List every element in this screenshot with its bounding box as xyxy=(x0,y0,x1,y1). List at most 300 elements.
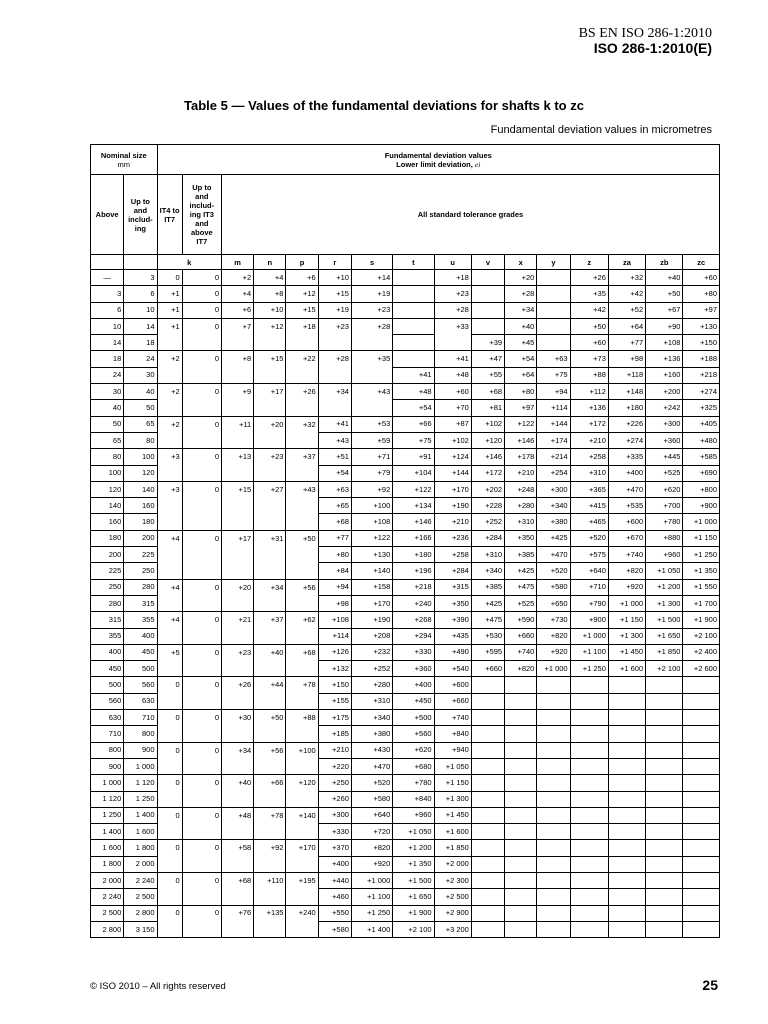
cell-n xyxy=(254,726,286,742)
cell-zb: +1 300 xyxy=(646,595,683,611)
cell-za xyxy=(608,742,645,758)
cell-y xyxy=(537,270,570,286)
cell-v: +284 xyxy=(471,530,504,546)
cell-s: +140 xyxy=(351,563,392,579)
letter-t: t xyxy=(393,255,434,270)
cell-za xyxy=(608,840,645,856)
letter-p: p xyxy=(286,255,318,270)
cell-k2: 0 xyxy=(182,286,221,302)
cell-u: 900 xyxy=(124,742,157,758)
cell-x: +34 xyxy=(505,302,537,318)
cell-uu: +18 xyxy=(434,270,471,286)
cell-k1 xyxy=(157,758,182,774)
cell-k1 xyxy=(157,498,182,514)
cell-zc xyxy=(683,840,720,856)
cell-zc xyxy=(683,889,720,905)
cell-k2 xyxy=(182,856,221,872)
cell-k1: 0 xyxy=(157,677,182,693)
letter-u: u xyxy=(434,255,471,270)
cell-t xyxy=(393,335,434,351)
cell-r: +34 xyxy=(318,384,351,400)
cell-u: 280 xyxy=(124,579,157,595)
cell-r: +440 xyxy=(318,872,351,888)
cell-p: +22 xyxy=(286,351,318,367)
cell-m: +58 xyxy=(222,840,254,856)
cell-k1: 0 xyxy=(157,840,182,856)
cell-t: +560 xyxy=(393,726,434,742)
table-row xyxy=(91,595,720,611)
cell-y xyxy=(537,677,570,693)
up-to-header: Up to and includ-ing xyxy=(124,175,157,255)
cell-zb: +1 500 xyxy=(646,612,683,628)
cell-k2: 0 xyxy=(182,302,221,318)
table-row xyxy=(91,758,720,774)
cell-zc xyxy=(683,726,720,742)
cell-a: 315 xyxy=(91,612,124,628)
cell-s: +53 xyxy=(351,416,392,432)
cell-y xyxy=(537,318,570,334)
cell-uu: +1 150 xyxy=(434,775,471,791)
cell-u: 1 000 xyxy=(124,758,157,774)
cell-a: 18 xyxy=(91,351,124,367)
cell-n xyxy=(254,400,286,416)
cell-z: +575 xyxy=(570,547,608,563)
letter-zb: zb xyxy=(646,255,683,270)
cell-a: 1 600 xyxy=(91,840,124,856)
cell-zb xyxy=(646,807,683,823)
cell-y xyxy=(537,921,570,937)
cell-r xyxy=(318,367,351,383)
cell-za: +600 xyxy=(608,514,645,530)
cell-t: +1 650 xyxy=(393,889,434,905)
cell-u: 315 xyxy=(124,595,157,611)
cell-z: +1 100 xyxy=(570,644,608,660)
table-row xyxy=(91,726,720,742)
cell-u: 80 xyxy=(124,432,157,448)
cell-a: 710 xyxy=(91,726,124,742)
cell-n: +12 xyxy=(254,318,286,334)
cell-s xyxy=(351,367,392,383)
cell-t: +330 xyxy=(393,644,434,660)
cell-s: +1 000 xyxy=(351,872,392,888)
cell-a: 65 xyxy=(91,432,124,448)
cell-k1: +2 xyxy=(157,416,182,432)
cell-k1: +4 xyxy=(157,612,182,628)
cell-za: +148 xyxy=(608,384,645,400)
cell-za xyxy=(608,905,645,921)
cell-p: +12 xyxy=(286,286,318,302)
cell-t xyxy=(393,302,434,318)
cell-x xyxy=(505,710,537,726)
cell-zc: +1 700 xyxy=(683,595,720,611)
cell-t: +134 xyxy=(393,498,434,514)
cell-uu: +23 xyxy=(434,286,471,302)
cell-n xyxy=(254,514,286,530)
cell-uu: +124 xyxy=(434,449,471,465)
cell-x xyxy=(505,758,537,774)
cell-k2: 0 xyxy=(182,807,221,823)
cell-v xyxy=(471,710,504,726)
cell-k2 xyxy=(182,758,221,774)
cell-zc xyxy=(683,872,720,888)
cell-v xyxy=(471,791,504,807)
cell-zc xyxy=(683,824,720,840)
cell-m: +68 xyxy=(222,872,254,888)
cell-x xyxy=(505,889,537,905)
cell-zc: +585 xyxy=(683,449,720,465)
cell-uu: +2 000 xyxy=(434,856,471,872)
cell-u: 200 xyxy=(124,530,157,546)
iso-code: ISO 286-1:2010(E) xyxy=(593,40,712,56)
page-number: 25 xyxy=(702,977,718,993)
cell-m xyxy=(222,400,254,416)
cell-a: 355 xyxy=(91,628,124,644)
cell-r: +250 xyxy=(318,775,351,791)
cell-v: +595 xyxy=(471,644,504,660)
cell-x xyxy=(505,693,537,709)
cell-u: 2 500 xyxy=(124,889,157,905)
cell-zb: +67 xyxy=(646,302,683,318)
cell-z: +26 xyxy=(570,270,608,286)
cell-u: 2 000 xyxy=(124,856,157,872)
cell-k2 xyxy=(182,661,221,677)
cell-r: +300 xyxy=(318,807,351,823)
cell-uu: +41 xyxy=(434,351,471,367)
cell-m xyxy=(222,547,254,563)
cell-v xyxy=(471,286,504,302)
cell-y xyxy=(537,905,570,921)
cell-k1: 0 xyxy=(157,905,182,921)
cell-k2: 0 xyxy=(182,481,221,497)
cell-k2 xyxy=(182,628,221,644)
cell-k1 xyxy=(157,465,182,481)
cell-za: +42 xyxy=(608,286,645,302)
cell-zb xyxy=(646,710,683,726)
cell-s: +920 xyxy=(351,856,392,872)
cell-s: +14 xyxy=(351,270,392,286)
cell-n: +78 xyxy=(254,807,286,823)
cell-m xyxy=(222,921,254,937)
cell-k1: +4 xyxy=(157,579,182,595)
cell-y: +254 xyxy=(537,465,570,481)
cell-uu: +1 450 xyxy=(434,807,471,823)
cell-a: 140 xyxy=(91,498,124,514)
cell-r: +132 xyxy=(318,661,351,677)
cell-k1 xyxy=(157,400,182,416)
cell-k1 xyxy=(157,856,182,872)
cell-y xyxy=(537,693,570,709)
table-row xyxy=(91,644,720,660)
cell-v: +340 xyxy=(471,563,504,579)
cell-x: +178 xyxy=(505,449,537,465)
cell-k1: +3 xyxy=(157,449,182,465)
cell-uu: +102 xyxy=(434,432,471,448)
cell-p xyxy=(286,693,318,709)
cell-r: +80 xyxy=(318,547,351,563)
cell-k2: 0 xyxy=(182,530,221,546)
cell-k1 xyxy=(157,726,182,742)
cell-z: +112 xyxy=(570,384,608,400)
cell-z: +172 xyxy=(570,416,608,432)
cell-uu: +2 900 xyxy=(434,905,471,921)
cell-t: +41 xyxy=(393,367,434,383)
cell-t: +500 xyxy=(393,710,434,726)
cell-p xyxy=(286,335,318,351)
cell-k1: +1 xyxy=(157,318,182,334)
cell-p xyxy=(286,563,318,579)
cell-t: +1 200 xyxy=(393,840,434,856)
cell-z xyxy=(570,791,608,807)
cell-x: +385 xyxy=(505,547,537,563)
cell-y xyxy=(537,286,570,302)
table-row xyxy=(91,612,720,628)
cell-u: 140 xyxy=(124,481,157,497)
cell-k2 xyxy=(182,335,221,351)
nominal-size-header: Nominal size mm xyxy=(91,145,158,175)
cell-uu: +70 xyxy=(434,400,471,416)
cell-za: +920 xyxy=(608,579,645,595)
cell-z: +1 250 xyxy=(570,661,608,677)
cell-u: 1 800 xyxy=(124,840,157,856)
cell-zc: +800 xyxy=(683,481,720,497)
cell-y: +75 xyxy=(537,367,570,383)
cell-zc xyxy=(683,856,720,872)
cell-t: +75 xyxy=(393,432,434,448)
cell-t: +166 xyxy=(393,530,434,546)
cell-k1: +5 xyxy=(157,644,182,660)
cell-v: +425 xyxy=(471,595,504,611)
cell-u: 355 xyxy=(124,612,157,628)
cell-n: +135 xyxy=(254,905,286,921)
cell-z xyxy=(570,710,608,726)
cell-t: +1 050 xyxy=(393,824,434,840)
cell-k1 xyxy=(157,693,182,709)
cell-m: +30 xyxy=(222,710,254,726)
cell-za: +274 xyxy=(608,432,645,448)
cell-t: +146 xyxy=(393,514,434,530)
cell-v: +172 xyxy=(471,465,504,481)
cell-m: +15 xyxy=(222,481,254,497)
cell-p xyxy=(286,432,318,448)
cell-n xyxy=(254,889,286,905)
cell-n xyxy=(254,498,286,514)
cell-z xyxy=(570,840,608,856)
cell-v xyxy=(471,270,504,286)
table-row xyxy=(91,775,720,791)
cell-r: +65 xyxy=(318,498,351,514)
cell-v xyxy=(471,758,504,774)
cell-z: +88 xyxy=(570,367,608,383)
cell-v: +39 xyxy=(471,335,504,351)
cell-x: +310 xyxy=(505,514,537,530)
cell-zc: +690 xyxy=(683,465,720,481)
cell-m: +7 xyxy=(222,318,254,334)
cell-zb xyxy=(646,889,683,905)
cell-zb: +300 xyxy=(646,416,683,432)
cell-t: +180 xyxy=(393,547,434,563)
cell-r: +330 xyxy=(318,824,351,840)
cell-m xyxy=(222,465,254,481)
cell-k1 xyxy=(157,791,182,807)
cell-n: +37 xyxy=(254,612,286,628)
cell-p: +170 xyxy=(286,840,318,856)
cell-x: +54 xyxy=(505,351,537,367)
table-row xyxy=(91,791,720,807)
cell-s: +520 xyxy=(351,775,392,791)
table-row xyxy=(91,889,720,905)
cell-p: +240 xyxy=(286,905,318,921)
cell-za xyxy=(608,889,645,905)
cell-y xyxy=(537,710,570,726)
cell-zb: +160 xyxy=(646,367,683,383)
cell-zb: +50 xyxy=(646,286,683,302)
cell-uu: +2 300 xyxy=(434,872,471,888)
cell-v xyxy=(471,856,504,872)
cell-k2: 0 xyxy=(182,449,221,465)
cell-s: +208 xyxy=(351,628,392,644)
cell-s: +170 xyxy=(351,595,392,611)
cell-v: +385 xyxy=(471,579,504,595)
above-header: Above xyxy=(91,175,124,255)
cell-uu: +210 xyxy=(434,514,471,530)
cell-zb xyxy=(646,693,683,709)
cell-t: +960 xyxy=(393,807,434,823)
cell-s: +71 xyxy=(351,449,392,465)
cell-s: +640 xyxy=(351,807,392,823)
cell-p xyxy=(286,514,318,530)
cell-n xyxy=(254,791,286,807)
cell-uu: +144 xyxy=(434,465,471,481)
cell-zb: +108 xyxy=(646,335,683,351)
cell-m: +21 xyxy=(222,612,254,628)
cell-u: 40 xyxy=(124,384,157,400)
table-row xyxy=(91,449,720,465)
cell-x: +425 xyxy=(505,563,537,579)
cell-s: +108 xyxy=(351,514,392,530)
cell-r: +19 xyxy=(318,302,351,318)
cell-v: +530 xyxy=(471,628,504,644)
cell-x: +80 xyxy=(505,384,537,400)
it3-header: Up to and includ-ing IT3 and above IT7 xyxy=(182,175,221,255)
cell-s: +1 400 xyxy=(351,921,392,937)
cell-uu: +540 xyxy=(434,661,471,677)
cell-uu: +940 xyxy=(434,742,471,758)
cell-x: +350 xyxy=(505,530,537,546)
cell-z: +1 000 xyxy=(570,628,608,644)
cell-n: +34 xyxy=(254,579,286,595)
table-row xyxy=(91,416,720,432)
cell-t: +104 xyxy=(393,465,434,481)
cell-m xyxy=(222,335,254,351)
cell-a: 560 xyxy=(91,693,124,709)
letter-s: s xyxy=(351,255,392,270)
cell-zc: +405 xyxy=(683,416,720,432)
cell-za xyxy=(608,807,645,823)
cell-m: +8 xyxy=(222,351,254,367)
cell-zc: +130 xyxy=(683,318,720,334)
cell-m: +26 xyxy=(222,677,254,693)
cell-a: 160 xyxy=(91,514,124,530)
cell-k1 xyxy=(157,921,182,937)
cell-z xyxy=(570,905,608,921)
cell-r: +175 xyxy=(318,710,351,726)
table-row xyxy=(91,856,720,872)
cell-r: +63 xyxy=(318,481,351,497)
cell-x: +740 xyxy=(505,644,537,660)
table-row xyxy=(91,270,720,286)
cell-x: +45 xyxy=(505,335,537,351)
cell-r: +94 xyxy=(318,579,351,595)
cell-t xyxy=(393,318,434,334)
cell-uu: +284 xyxy=(434,563,471,579)
cell-v xyxy=(471,872,504,888)
cell-k2: 0 xyxy=(182,644,221,660)
cell-p xyxy=(286,498,318,514)
cell-x: +590 xyxy=(505,612,537,628)
cell-u: 1 600 xyxy=(124,824,157,840)
cell-u: 2 800 xyxy=(124,905,157,921)
cell-za: +98 xyxy=(608,351,645,367)
cell-n: +20 xyxy=(254,416,286,432)
cell-p xyxy=(286,758,318,774)
cell-z: +900 xyxy=(570,612,608,628)
cell-z: +365 xyxy=(570,481,608,497)
cell-u: 18 xyxy=(124,335,157,351)
cell-t: +450 xyxy=(393,693,434,709)
cell-a: 100 xyxy=(91,465,124,481)
cell-r: +370 xyxy=(318,840,351,856)
cell-zc xyxy=(683,693,720,709)
cell-k2: 0 xyxy=(182,775,221,791)
cell-p: +195 xyxy=(286,872,318,888)
cell-a: 280 xyxy=(91,595,124,611)
cell-s: +720 xyxy=(351,824,392,840)
cell-p xyxy=(286,791,318,807)
cell-p: +6 xyxy=(286,270,318,286)
cell-zc: +1 250 xyxy=(683,547,720,563)
table-row xyxy=(91,710,720,726)
cell-r: +126 xyxy=(318,644,351,660)
letter-m: m xyxy=(222,255,254,270)
cell-n xyxy=(254,547,286,563)
cell-zc xyxy=(683,742,720,758)
cell-p: +37 xyxy=(286,449,318,465)
cell-zc: +1 550 xyxy=(683,579,720,595)
cell-x xyxy=(505,791,537,807)
cell-s: +820 xyxy=(351,840,392,856)
cell-p: +32 xyxy=(286,416,318,432)
cell-m: +34 xyxy=(222,742,254,758)
cell-x xyxy=(505,807,537,823)
cell-z xyxy=(570,889,608,905)
cell-x: +146 xyxy=(505,432,537,448)
cell-n xyxy=(254,628,286,644)
cell-m xyxy=(222,693,254,709)
cell-zb: +445 xyxy=(646,449,683,465)
cell-y: +650 xyxy=(537,595,570,611)
cell-m xyxy=(222,661,254,677)
cell-y xyxy=(537,758,570,774)
cell-za: +470 xyxy=(608,481,645,497)
cell-k1 xyxy=(157,432,182,448)
cell-t: +240 xyxy=(393,595,434,611)
cell-za xyxy=(608,791,645,807)
cell-n: +8 xyxy=(254,286,286,302)
cell-m: +20 xyxy=(222,579,254,595)
cell-zc: +1 000 xyxy=(683,514,720,530)
cell-zb: +1 650 xyxy=(646,628,683,644)
table-row xyxy=(91,579,720,595)
